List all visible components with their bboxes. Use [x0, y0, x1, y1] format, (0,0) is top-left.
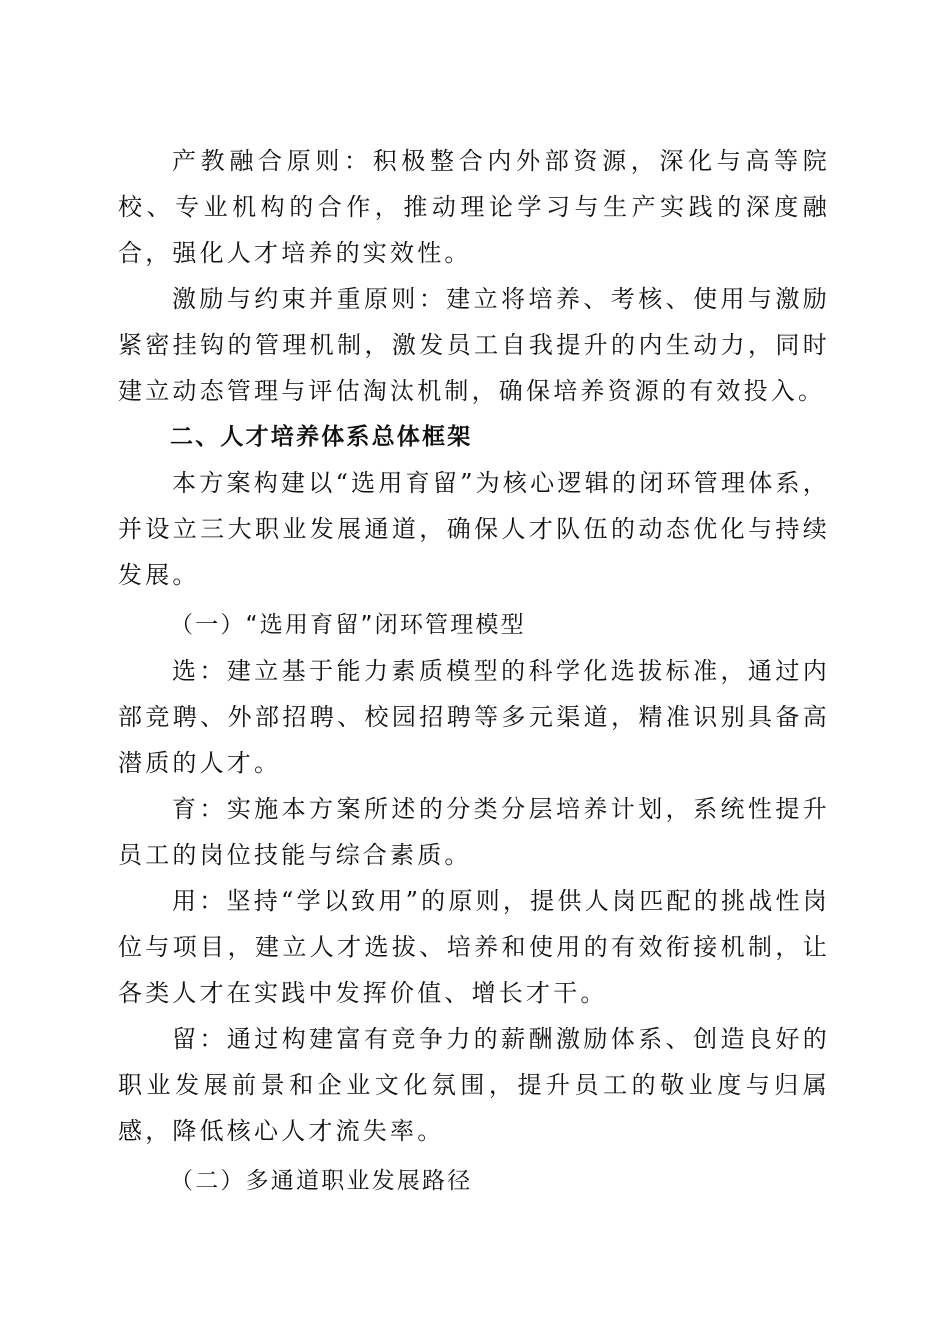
subheading-career-paths: （二）多通道职业发展路径	[170, 1168, 473, 1194]
paragraph-select: 选：建立基于能力素质模型的科学化选拔标准，通过内部竞聘、外部招聘、校园招聘等多元渠道，精准识别具备高潜质的人才。	[118, 657, 830, 777]
section-heading-framework: 二、人才培养体系总体框架	[170, 424, 473, 450]
paragraph-retain: 留：通过构建富有竞争力的薪酬激励体系、创造良好的职业发展前景和企业文化氛围，提升员工的敬业度与归属感，降低核心人才流失率。	[118, 1025, 830, 1145]
paragraph-framework-intro: 本方案构建以“选用育留”为核心逻辑的闭环管理体系，并设立三大职业发展通道，确保人才队伍的动态优化与持续发展。	[118, 469, 830, 589]
paragraph-use: 用：坚持“学以致用”的原则，提供人岗匹配的挑战性岗位与项目，建立人才选拔、培养和使用的有效衔接机制，让各类人才在实践中发挥价值、增长才干。	[118, 887, 830, 1007]
paragraph-industry-education-principle: 产教融合原则：积极整合内外部资源，深化与高等院校、专业机构的合作，推动理论学习与生产实践的深度融合，强化人才培养的实效性。	[118, 147, 830, 267]
document-body	[118, 138, 830, 1204]
paragraph-develop: 育：实施本方案所述的分类分层培养计划，系统性提升员工的岗位技能与综合素质。	[118, 795, 830, 869]
subheading-closed-loop-model: （一）“选用育留”闭环管理模型	[170, 612, 526, 638]
paragraph-incentive-constraint-principle: 激励与约束并重原则：建立将培养、考核、使用与激励紧密挂钩的管理机制，激发员工自我提升的内生动力，同时建立动态管理与评估淘汰机制，确保培养资源的有效投入。	[118, 285, 830, 405]
